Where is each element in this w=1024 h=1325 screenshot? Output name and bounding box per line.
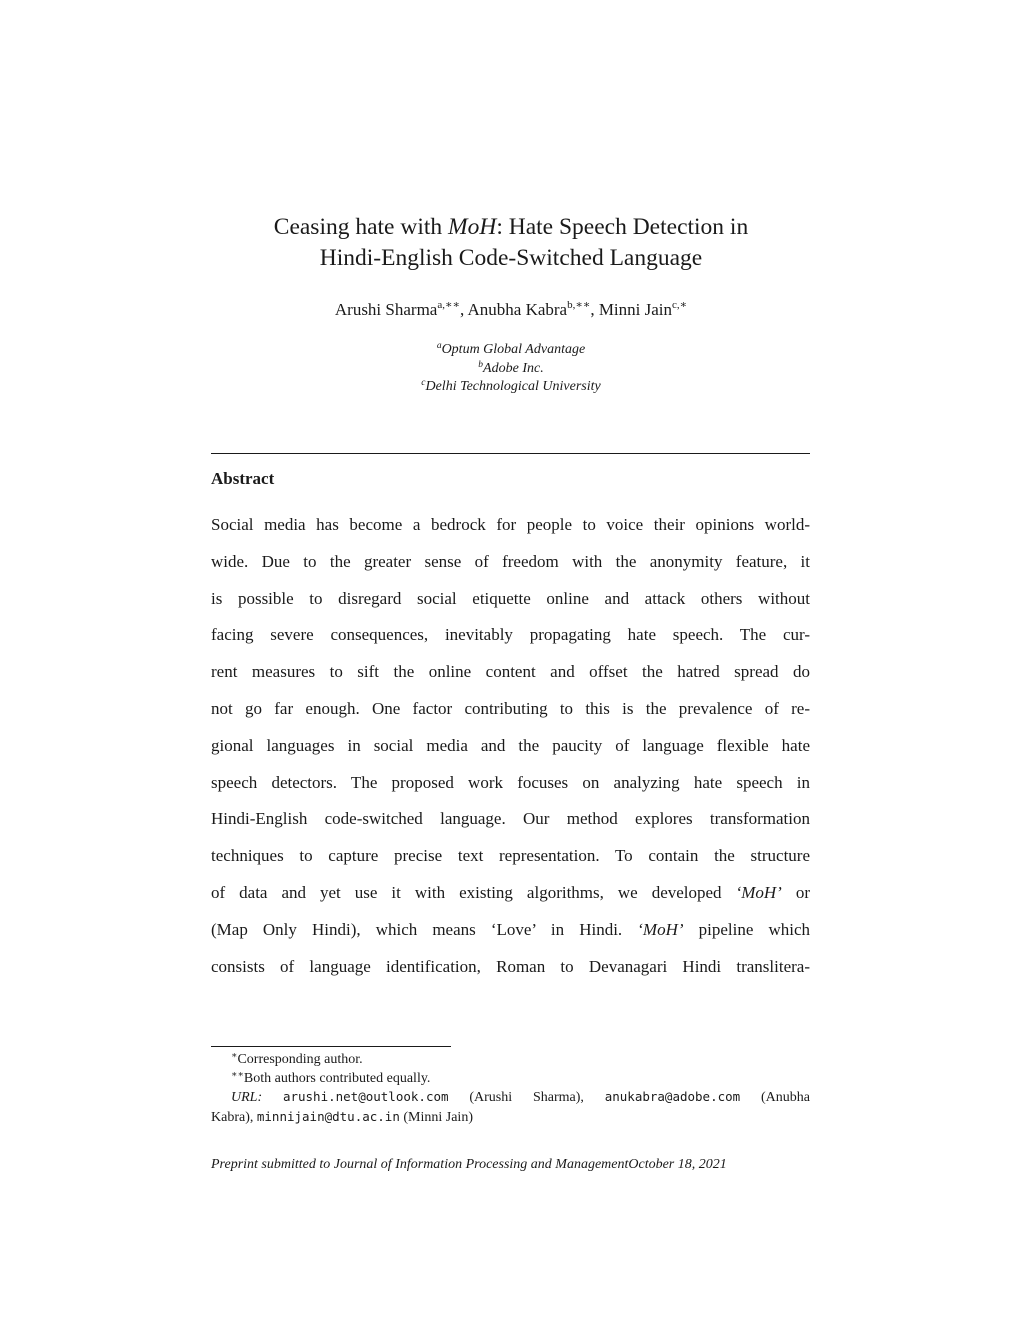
- abstract-line: wide. Due to the greater sense of freedom with the anonymity feature, it: [211, 551, 810, 571]
- abstract-line: (Map Only Hindi), which means ‘Love’ in Hindi. ‘MoH’ pipeline which: [211, 919, 810, 939]
- title-emphasis: MoH: [448, 214, 497, 240]
- author-list: Arushi Sharma$^{a,∗∗}$, Anubha Kabra$^{b,∗∗}$, Minni Jain$^{c,∗}$: [334, 299, 688, 319]
- abstract-line: gional languages in social media and the paucity of language flexible hate: [211, 735, 810, 755]
- affiliation: $^a$Optum Global Advantage: [436, 341, 586, 357]
- abstract-line: of data and yet use it with existing algorithms, we developed ‘MoH’ or: [211, 882, 810, 902]
- abstract-line: techniques to capture precise text representation. To contain the structure: [211, 846, 810, 866]
- abstract-line: not go far enough. One factor contributing to this is the prevalence of re-: [211, 698, 810, 718]
- footnote-urls-cont: Kabra), minnijain@dtu.ac.in (Minni Jain): [211, 1108, 473, 1125]
- abstract-body: [211, 514, 810, 992]
- paper-title: [212, 212, 810, 274]
- affiliations: [212, 341, 810, 397]
- abstract-heading: Abstract: [211, 469, 275, 488]
- abstract-line: facing severe consequences, inevitably propagating hate speech. The cur-: [211, 625, 810, 645]
- abstract-line: consists of language identification, Roman to Devanagari Hindi translitera-: [211, 956, 810, 976]
- abstract-top-rule: [211, 453, 810, 454]
- email-link[interactable]: arushi.net@outlook.com: [282, 1089, 449, 1105]
- footnote-rule: [211, 1046, 451, 1047]
- footnote-corresponding: ∗Corresponding author.: [231, 1051, 363, 1067]
- footnote-equal-contribution: ∗∗Both authors contributed equally.: [231, 1069, 431, 1086]
- footnote-urls: URL: arushi.net@outlook.com (Arushi Sharma), anukabra@adobe.com (Anubha: [231, 1089, 810, 1106]
- author: Arushi Sharma$^{a,∗∗}$: [334, 299, 460, 319]
- preprint-notice: Preprint submitted to Journal of Information Processing and ManagementOctober 18, 2021: [211, 1157, 727, 1172]
- affiliation: $^b$Adobe Inc.: [478, 359, 544, 376]
- affiliation: $^c$Delhi Technological University: [421, 378, 601, 394]
- abstract-line: speech detectors. The proposed work focuses on analyzing hate speech in: [211, 772, 810, 792]
- title-line-2: Hindi-English Code-Switched Language: [319, 245, 703, 271]
- author: Minni Jain$^{c,∗}$: [598, 299, 688, 319]
- abstract-line: Social media has become a bedrock for people to voice their opinions world-: [211, 515, 810, 534]
- abstract-line: Hindi-English code-switched language. Our method explores transformation: [211, 809, 810, 829]
- title-line-1: Ceasing hate with MoH: Hate Speech Detection in: [273, 214, 749, 240]
- author: Anubha Kabra$^{b,∗∗}$: [467, 299, 591, 319]
- email-link[interactable]: anukabra@adobe.com: [604, 1089, 741, 1105]
- abstract-line: is possible to disregard social etiquette online and attack others without: [211, 588, 810, 608]
- email-link[interactable]: minnijain@dtu.ac.in: [256, 1108, 400, 1124]
- footnotes: [211, 1051, 810, 1127]
- abstract-line: rent measures to sift the online content and offset the hatred spread do: [211, 662, 810, 682]
